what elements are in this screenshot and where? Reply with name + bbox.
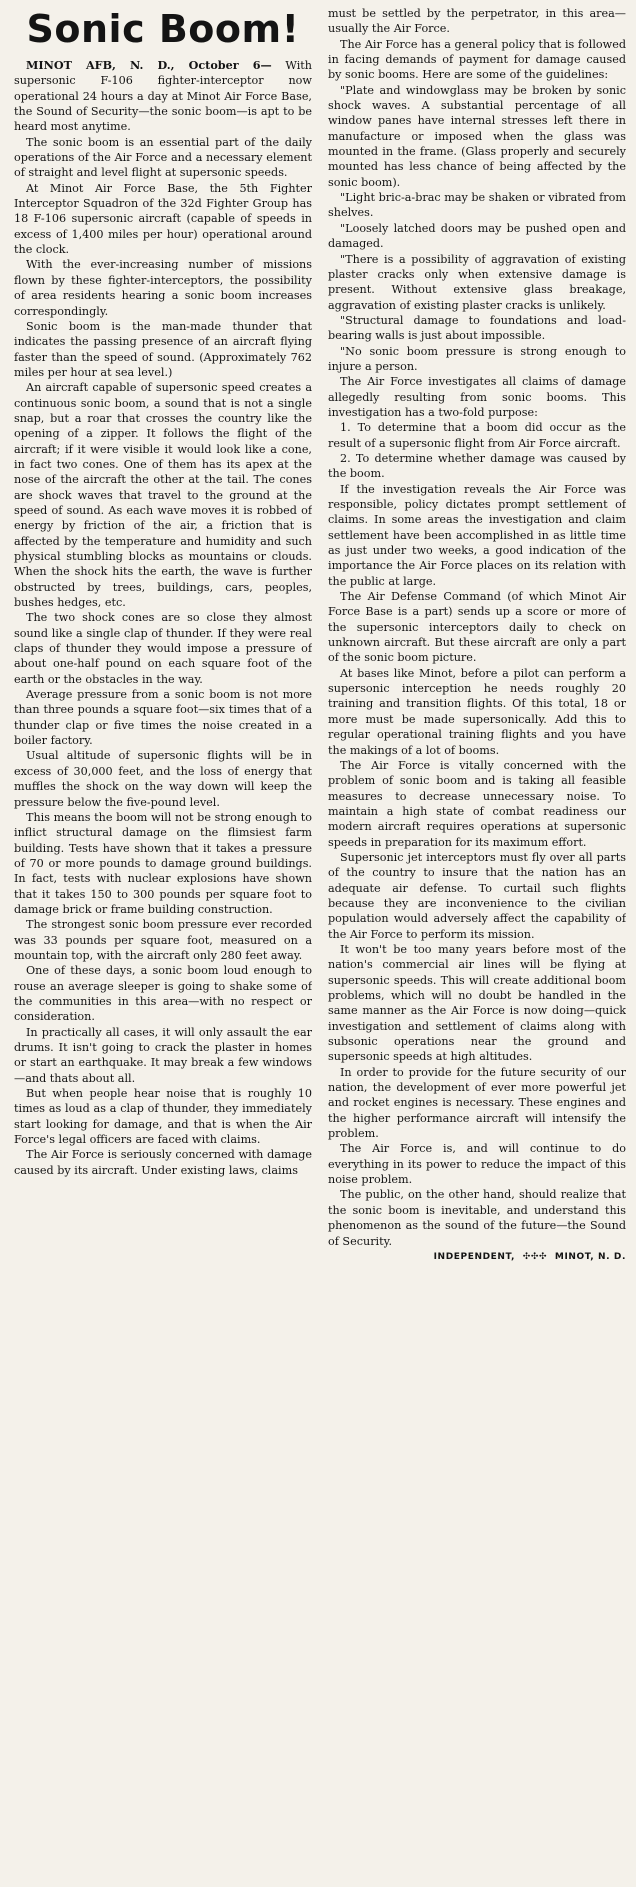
ornament-icon: ✣✣✣	[522, 1251, 548, 1262]
paragraph: In order to provide for the future security of our nation, the development of ever more powerful jet and rocket engines is necessary. These engines and the higher performance aircraft will intensify the problem.	[328, 1065, 626, 1141]
paragraph: One of these days, a sonic boom loud enough to rouse an average sleeper is going to shake some of the communities in this area—with no respect or consideration.	[14, 964, 312, 1024]
source-paper: INDEPENDENT,	[433, 1251, 516, 1262]
paragraph: At bases like Minot, before a pilot can perform a supersonic interception he needs roughly 20 training and transition flights. Of this total, 18 or more must be made supersonically. Add this to regular operational training flights and you have the makings of a lot of booms.	[328, 666, 626, 757]
paragraph: The Air Force is, and will continue to do everything in its power to reduce the impact of this noise problem.	[328, 1142, 626, 1187]
paragraph: With the ever-increasing number of missions flown by these fighter-interceptors, the possibility of area residents hearing a sonic boom increases correspondingly.	[14, 258, 312, 318]
purpose-item: 1. To determine that a boom did occur as the result of a supersonic flight from Air Force aircraft.	[328, 421, 626, 450]
paragraph: The public, on the other hand, should realize that the sonic boom is inevitable, and understand this phenomenon as the sound of the future—the Sound of Security.	[328, 1188, 626, 1248]
source-credit	[328, 1252, 626, 1262]
paragraph: This means the boom will not be strong enough to inflict structural damage on the flimsiest farm building. Tests have shown that it takes a pressure of 70 or more pounds to damage ground buildings. In fact, tests with nuclear explosions have shown that it takes 150 to 300 pounds per square foot to damage brick or frame building construction.	[14, 810, 312, 916]
guidelines-list	[328, 83, 626, 375]
paragraph: The Air Force is seriously concerned with damage caused by its aircraft. Under existing laws, claims	[14, 1148, 312, 1177]
right-column	[328, 6, 626, 1883]
paragraph: But when people hear noise that is roughly 10 times as loud as a clap of thunder, they immediately start looking for damage, and that is when the Air Force's legal officers are faced with claims.	[14, 1087, 312, 1147]
paragraph: The Air Force is vitally concerned with the problem of sonic boom and is taking all feasible measures to decrease unnecessary noise. To maintain a high state of combat readiness our modern aircraft requires operations at supersonic speeds in preparation for its maximum effort.	[328, 758, 626, 849]
guideline-item: "No sonic boom pressure is strong enough to injure a person.	[328, 344, 626, 373]
paragraph: Usual altitude of supersonic flights will be in excess of 30,000 feet, and the loss of energy that muffles the shock on the way down will keep the pressure below the five-pound level.	[14, 749, 312, 809]
left-column	[14, 6, 312, 1883]
headline: Sonic Boom!	[26, 7, 300, 51]
purpose-item: 2. To determine whether damage was caused by the boom.	[328, 451, 626, 481]
paragraph: Sonic boom is the man-made thunder that indicates the passing presence of an aircraft flying faster than the speed of sound. (Approximately 762 miles per hour at sea level.)	[14, 319, 312, 379]
guideline-item: "Loosely latched doors may be pushed open and damaged.	[328, 221, 626, 251]
paragraph: In practically all cases, it will only assault the ear drums. It isn't going to crack the plaster in homes or start an earthquake. It may break a few windows—and thats about all.	[14, 1025, 312, 1085]
paragraph: The sonic boom is an essential part of the daily operations of the Air Force and a necessary element of straight and level flight at supersonic speeds.	[14, 135, 312, 180]
guideline-item: "Plate and windowglass may be broken by sonic shock waves. A substantial percentage of all window panes have internal stresses left there in manufacture or imposed when the glass was mounted in the frame. (Glass properly and securely mounted has less chance of being affected by the sonic boom).	[328, 83, 626, 189]
dateline: MINOT AFB, N. D., October 6—	[26, 58, 272, 72]
investigation-intro: The Air Force investigates all claims of damage allegedly resulting from sonic booms. This investigation has a two-fold purpose:	[328, 375, 626, 419]
paragraph: The strongest sonic boom pressure ever recorded was 33 pounds per square foot, measured on a mountain top, with the aircraft only 280 feet away.	[14, 918, 312, 962]
lead-paragraph	[14, 58, 312, 135]
lead-text: With supersonic F-106 fighter-interceptor now operational 24 hours a day at Minot Air Force Base, the Sound of Security—the sonic boom—is apt to be heard most anytime.	[14, 59, 312, 134]
paragraph: It won't be too many years before most of the nation's commercial air lines will be flying at supersonic speeds. This will create additional boom problems, which will no doubt be handled in the same manner as the Air Force is now doing—quick investigation and settlement of claims along with subsonic operations near the ground and supersonic speeds at high altitudes.	[328, 942, 626, 1064]
paragraph: An aircraft capable of supersonic speed creates a continuous sonic boom, a sound that is not a single snap, but a roar that crosses the country like the opening of a zipper. It follows the flight of the aircraft; if it were visible it would look like a cone, in fact two cones. One of them has its apex at the nose of the aircraft the other at the tail. The cones are shock waves that travel to the ground at the speed of sound. As each wave moves it is robbed of energy by friction of the air, a friction that is affected by the temperature and humidity and such physical stumbling blocks as mountains or clouds. When the shock hits the earth, the wave is further obstructed by trees, buildings, cars, peoples, bushes hedges, etc.	[14, 381, 312, 610]
paragraph: Average pressure from a sonic boom is not more than three pounds a square foot—six times that of a thunder clap or five times the noise created in a boiler factory.	[14, 688, 312, 748]
continuation-text: must be settled by the perpetrator, in this area—usually the Air Force.	[328, 7, 626, 36]
paragraph: The two shock cones are so close they almost sound like a single clap of thunder. If they were real claps of thunder they would impose a pressure of about one-half pound on each square foot of the earth or the obstacles in the way.	[14, 611, 312, 686]
guidelines-intro: The Air Force has a general policy that is followed in facing demands of payment for damage caused by sonic booms. Here are some of the guidelines:	[328, 37, 626, 82]
paragraph: The Air Defense Command (of which Minot Air Force Base is a part) sends up a score or more of the supersonic interceptors daily to check on unknown aircraft. But these aircraft are only a part of the sonic boom picture.	[328, 590, 626, 665]
article-columns	[14, 6, 626, 1883]
purposes-list	[328, 420, 626, 481]
guideline-item: "Structural damage to foundations and load-bearing walls is just about impossible.	[328, 313, 626, 343]
paragraph: Supersonic jet interceptors must fly over all parts of the country to insure that the nation has an adequate air defense. To curtail such flights because they are inconvenience to the civilian population would adversely affect the capability of the Air Force to perform its mission.	[328, 850, 626, 941]
guideline-item: "Light bric-a-brac may be shaken or vibrated from shelves.	[328, 191, 626, 220]
guideline-item: "There is a possibility of aggravation of existing plaster cracks only when extensive damage is present. Without extensive glass breakage, aggravation of existing plaster cracks is unlikely.	[328, 252, 626, 312]
paragraph: If the investigation reveals the Air Force was responsible, policy dictates prompt settlement of claims. In some areas the investigation and claim settlement have been accomplished in as little time as just under two weeks, a good indication of the importance the Air Force places on its relation with the public at large.	[328, 482, 626, 588]
source-place: MINOT, N. D.	[554, 1251, 626, 1262]
paragraph: At Minot Air Force Base, the 5th Fighter Interceptor Squadron of the 32d Fighter Group has 18 F-106 supersonic aircraft (capable of speeds in excess of 1,400 miles per hour) operational around the clock.	[14, 181, 312, 257]
